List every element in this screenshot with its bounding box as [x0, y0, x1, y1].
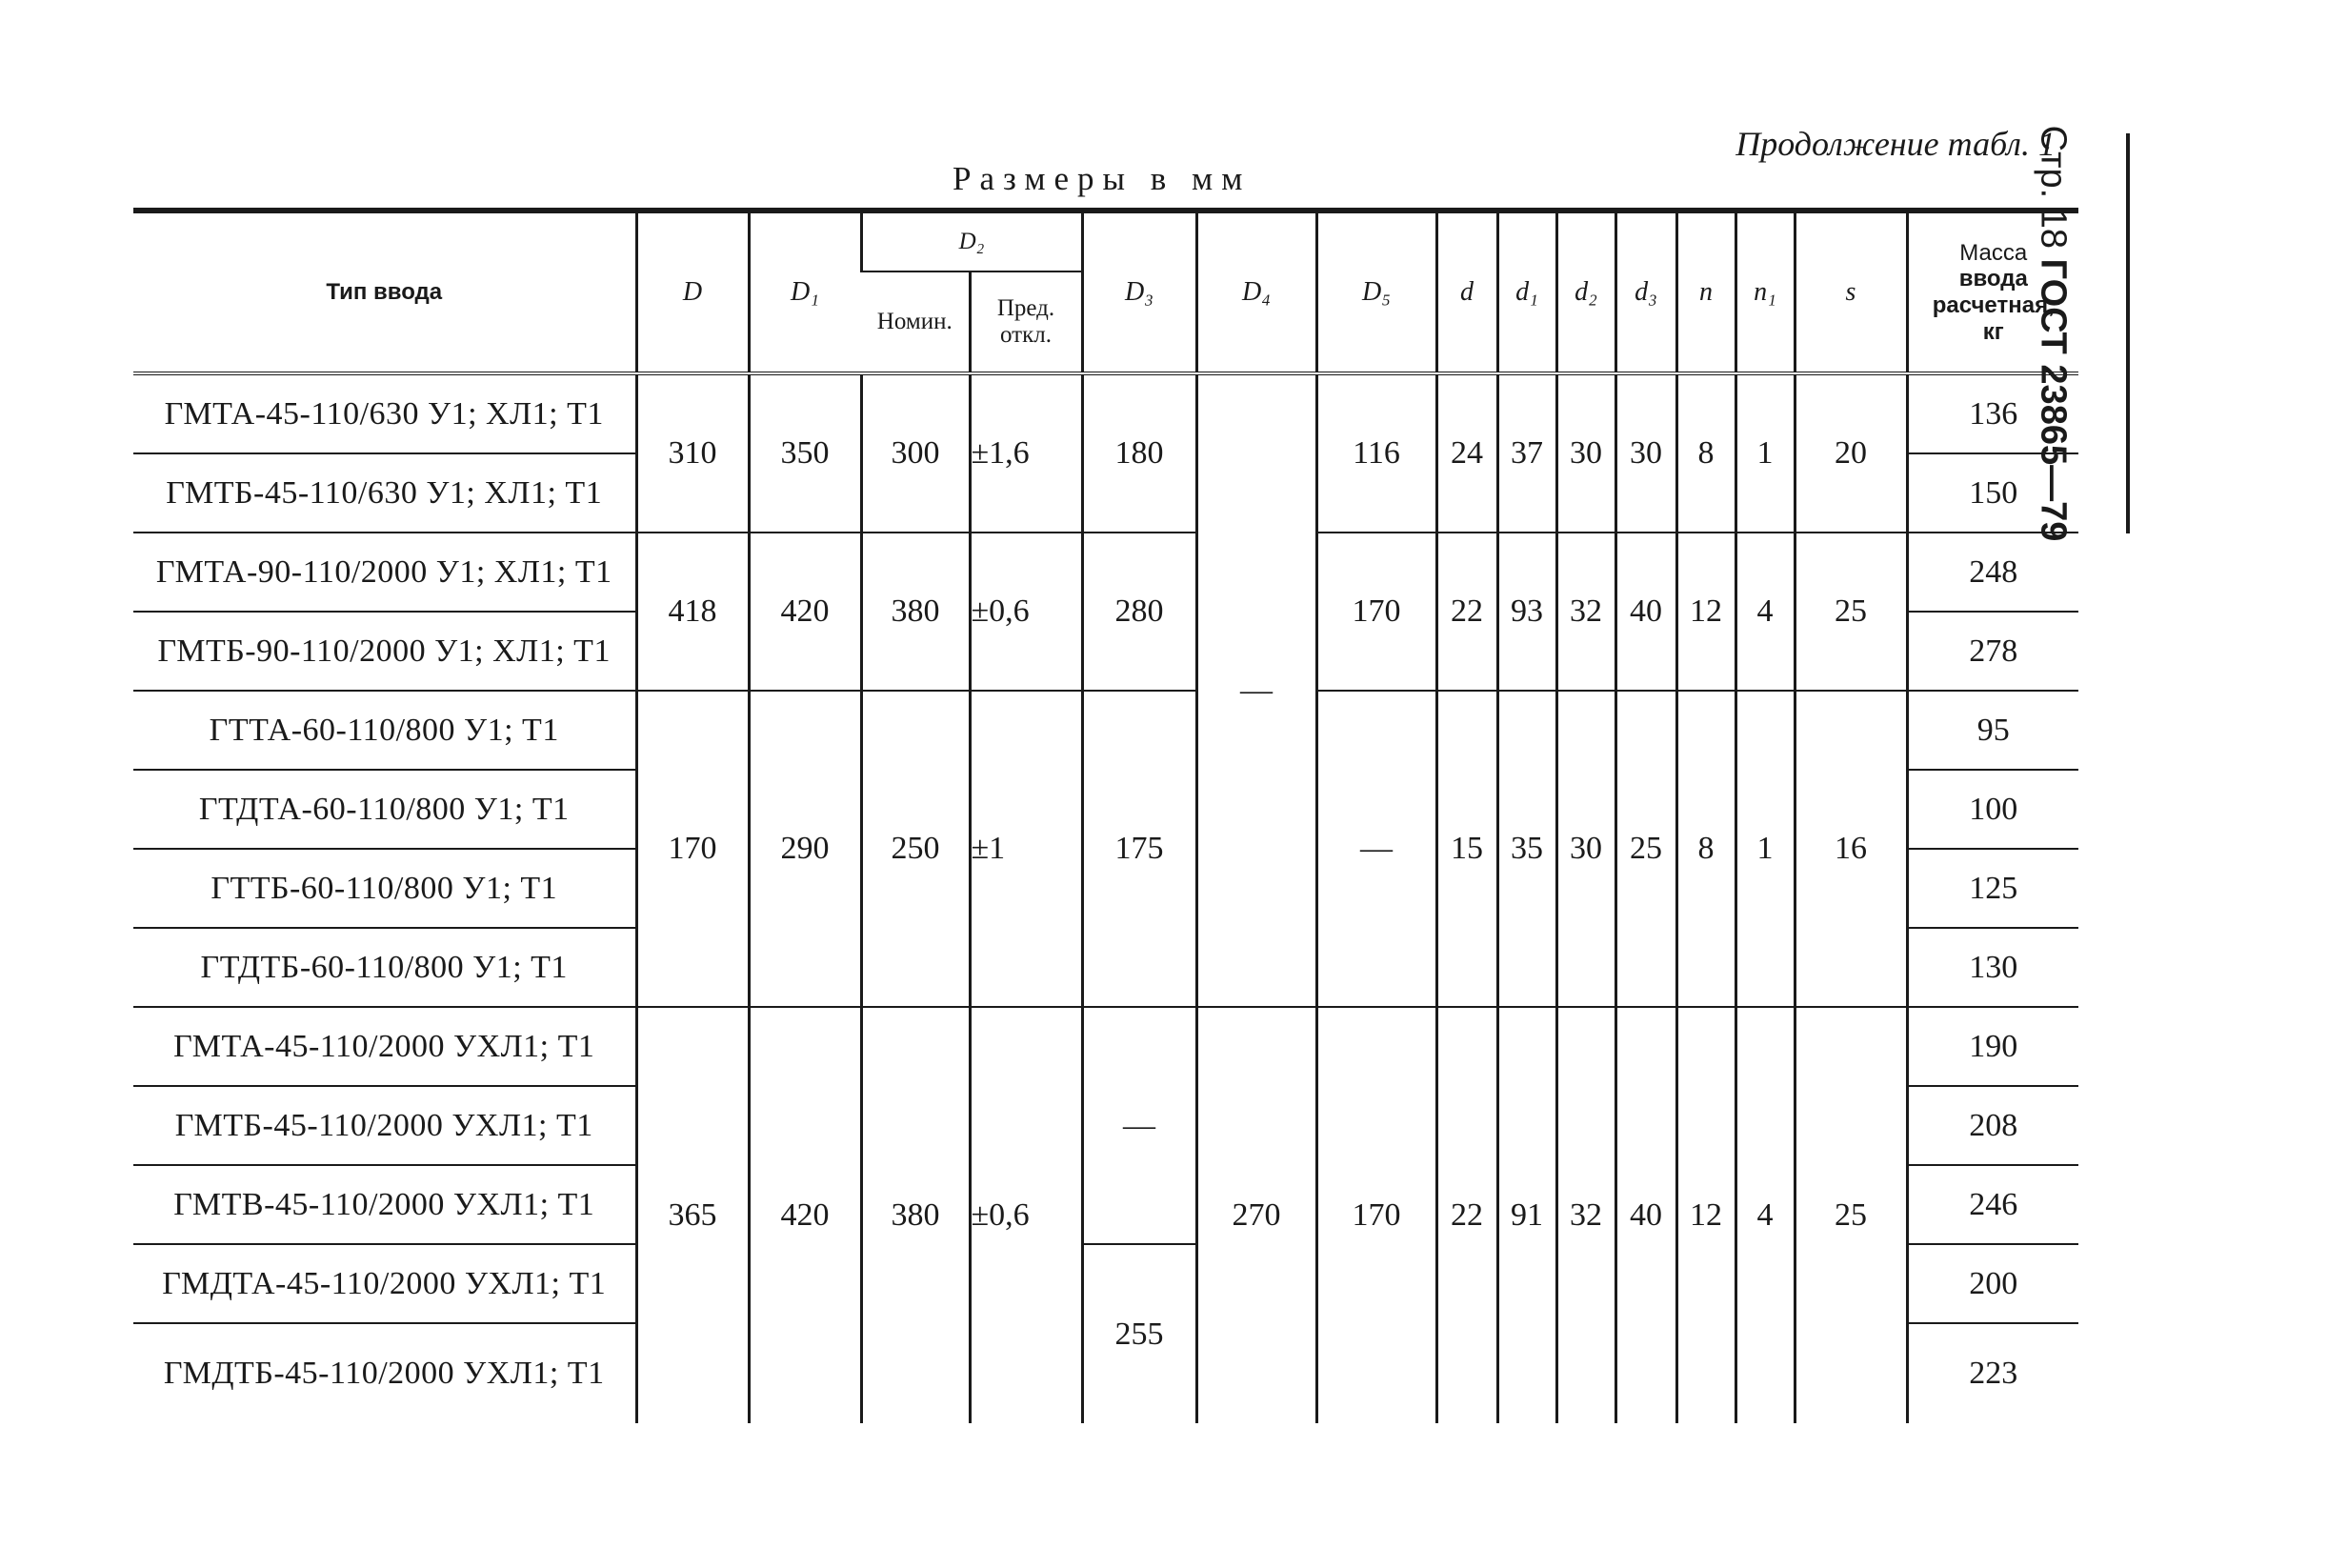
cell-D5: — — [1316, 691, 1436, 1007]
table-row — [133, 533, 2078, 612]
cell-d1: 93 — [1497, 533, 1556, 691]
type-cell: ГТДТА-60-110/800 У1; Т1 — [133, 770, 636, 849]
cell-d: 24 — [1436, 373, 1497, 533]
cell-d: 22 — [1436, 1007, 1497, 1423]
cell-D2-nominal: 380 — [861, 1007, 970, 1423]
cell-D: 418 — [636, 533, 749, 691]
type-cell: ГМДТБ-45-110/2000 УХЛ1; Т1 — [163, 1356, 605, 1391]
mass-cell: 248 — [1907, 533, 2078, 612]
cell-n: 8 — [1676, 691, 1735, 1007]
cell-d3: 40 — [1615, 1007, 1676, 1423]
cell-D5: 170 — [1316, 1007, 1436, 1423]
cell-D2-deviation: ±0,6 — [970, 533, 1082, 691]
cell-n1: 1 — [1735, 373, 1795, 533]
cell-D1: 290 — [749, 691, 861, 1007]
header-s: s — [1795, 211, 1907, 373]
mass-cell: 95 — [1907, 691, 2078, 770]
type-cell: ГМТБ-45-110/630 У1; ХЛ1; Т1 — [133, 453, 636, 533]
cell-d2: 30 — [1556, 691, 1615, 1007]
type-cell: ГМТА-90-110/2000 У1; ХЛ1; Т1 — [133, 533, 636, 612]
header-n1: n₁ — [1735, 211, 1795, 373]
table-continuation-label: Продолжение табл. 1 — [1735, 125, 2056, 163]
cell-D2-nominal: 250 — [861, 691, 970, 1007]
cell-D2-deviation: ±1 — [970, 691, 1082, 1007]
cell-n: 12 — [1676, 1007, 1735, 1423]
cell-d3: 25 — [1615, 691, 1676, 1007]
header-d1: d₁ — [1497, 211, 1556, 373]
header-deviation-line1: Пред. — [996, 295, 1055, 321]
header-D2-nominal: Номин. — [876, 309, 953, 334]
cell-D: 310 — [636, 373, 749, 533]
header-D: D — [636, 211, 749, 373]
cell-d2: 32 — [1556, 533, 1615, 691]
cell-D5: 116 — [1316, 373, 1436, 533]
type-cell: ГМТВ-45-110/2000 УХЛ1; Т1 — [133, 1165, 636, 1244]
cell-D1: 420 — [749, 1007, 861, 1423]
header-d2: d₂ — [1556, 211, 1615, 373]
cell-d3: 30 — [1615, 373, 1676, 533]
cell-D2-deviation: ±1,6 — [970, 373, 1082, 533]
header-d: d — [1436, 211, 1497, 373]
cell-D: 170 — [636, 691, 749, 1007]
cell-d: 15 — [1436, 691, 1497, 1007]
standard-number: ГОСТ 23865—79 — [2033, 258, 2074, 542]
type-cell: ГТТА-60-110/800 У1; Т1 — [133, 691, 636, 770]
type-cell: ГТДТБ-60-110/800 У1; Т1 — [133, 928, 636, 1007]
mass-cell: 200 — [1907, 1244, 2078, 1323]
header-D2-deviation — [970, 271, 1082, 373]
cell-s: 25 — [1795, 1007, 1907, 1423]
type-cell: ГМДТА-45-110/2000 УХЛ1; Т1 — [133, 1244, 636, 1323]
cell-D2-nominal: 300 — [861, 373, 970, 533]
header-D5: D₅ — [1316, 211, 1436, 373]
page-number: Стр. 18 — [2033, 125, 2074, 249]
cell-n1: 4 — [1735, 1007, 1795, 1423]
type-cell: ГТТБ-60-110/800 У1; Т1 — [133, 849, 636, 928]
cell-D: 365 — [636, 1007, 749, 1423]
mass-cell: 223 — [1907, 1323, 2078, 1423]
cell-D1: 350 — [749, 373, 861, 533]
type-cell: ГМТА-45-110/2000 УХЛ1; Т1 — [133, 1007, 636, 1086]
header-mass — [1907, 211, 2078, 373]
mass-cell: 100 — [1907, 770, 2078, 849]
cell-D3: 255 — [1082, 1244, 1196, 1423]
header-D1: D₁ — [749, 211, 861, 373]
mass-cell: 246 — [1907, 1165, 2078, 1244]
cell-d1: 35 — [1497, 691, 1556, 1007]
header-mass-line2: ввода — [1958, 266, 2028, 292]
header-deviation-line2: откл. — [1000, 322, 1052, 348]
header-d3: d₃ — [1615, 211, 1676, 373]
cell-D3: 280 — [1082, 533, 1196, 691]
table-row — [133, 1007, 2078, 1086]
cell-d2: 30 — [1556, 373, 1615, 533]
cell-D4: 270 — [1196, 1007, 1316, 1423]
mass-cell: 278 — [1907, 612, 2078, 691]
cell-n: 12 — [1676, 533, 1735, 691]
header-mass-line3: расчетная, — [1932, 292, 2055, 318]
cell-D2-nominal: 380 — [861, 533, 970, 691]
cell-n1: 4 — [1735, 533, 1795, 691]
type-cell: ГМТБ-45-110/2000 УХЛ1; Т1 — [133, 1086, 636, 1165]
cell-d1: 37 — [1497, 373, 1556, 533]
cell-s: 25 — [1795, 533, 1907, 691]
table-row — [133, 691, 2078, 770]
cell-n: 8 — [1676, 373, 1735, 533]
side-rule — [2126, 133, 2130, 533]
type-cell: ГМТБ-90-110/2000 У1; ХЛ1; Т1 — [133, 612, 636, 691]
type-cell: ГМТА-45-110/630 У1; ХЛ1; Т1 — [133, 373, 636, 453]
header-n: n — [1676, 211, 1735, 373]
cell-D1: 420 — [749, 533, 861, 691]
mass-cell: 136 — [1907, 373, 2078, 453]
cell-d: 22 — [1436, 533, 1497, 691]
cell-D5: 170 — [1316, 533, 1436, 691]
cell-D3: 180 — [1082, 373, 1196, 533]
header-D4: D₄ — [1196, 211, 1316, 373]
cell-D3: — — [1082, 1007, 1196, 1244]
cell-s: 20 — [1795, 373, 1907, 533]
header-D2: D₂ — [861, 211, 1082, 271]
mass-cell: 190 — [1907, 1007, 2078, 1086]
cell-n1: 1 — [1735, 691, 1795, 1007]
mass-cell: 125 — [1907, 849, 2078, 928]
units-title: Размеры в мм — [953, 160, 1252, 197]
cell-d3: 40 — [1615, 533, 1676, 691]
cell-s: 16 — [1795, 691, 1907, 1007]
table-row — [133, 373, 2078, 453]
header-type: Тип ввода — [133, 211, 636, 373]
mass-cell: 150 — [1907, 453, 2078, 533]
cell-D3: 175 — [1082, 691, 1196, 1007]
cell-d1: 91 — [1497, 1007, 1556, 1423]
dimensions-table — [133, 208, 2078, 1423]
cell-D4: — — [1196, 373, 1316, 1007]
header-mass-line1: Масса — [1959, 239, 2028, 266]
header-D3: D₃ — [1082, 211, 1196, 373]
mass-cell: 130 — [1907, 928, 2078, 1007]
cell-D2-deviation: ±0,6 — [970, 1007, 1082, 1423]
mass-cell: 208 — [1907, 1086, 2078, 1165]
header-mass-line4: кг — [1982, 318, 2004, 345]
cell-d2: 32 — [1556, 1007, 1615, 1423]
